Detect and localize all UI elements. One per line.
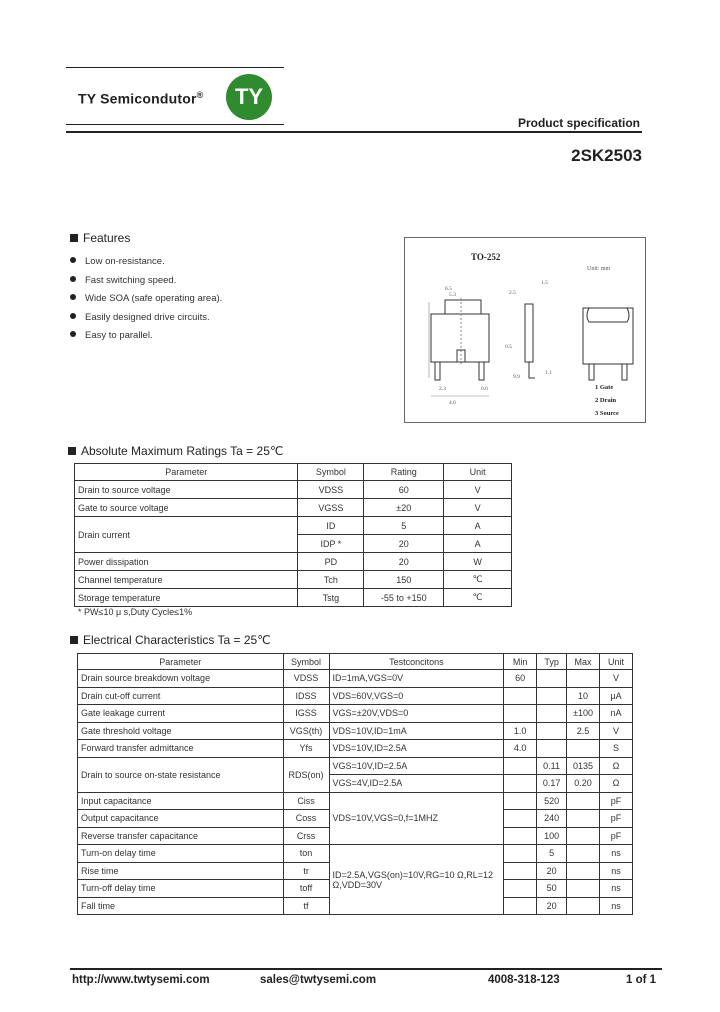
table-row: Input capacitance Ciss VDS=10V,VGS=0,f=1MHZ 520 pF (78, 792, 633, 810)
package-drawing (404, 237, 646, 423)
table-row: VGS=4V,ID=2.5A 0.17 0.20 Ω (78, 775, 633, 793)
footnote: * PW≤10 μ s,Duty Cycle≤1% (78, 607, 193, 617)
bullet-icon (70, 257, 76, 263)
pin-label: 2 Drain (595, 397, 617, 404)
product-spec-label: Product specification (517, 116, 640, 130)
column-header: Rating (364, 464, 444, 481)
features-list (70, 253, 222, 346)
dim-label: 1.1 (545, 370, 552, 376)
package-name: TO-252 (471, 252, 501, 262)
website-link[interactable]: http://www.twtysemi.com (72, 974, 210, 986)
section-bullet-icon (70, 234, 78, 242)
table-row: Channel temperature Tch 150 ℃ (75, 571, 512, 589)
dim-label: 6.5 (445, 286, 452, 292)
bullet-icon (70, 331, 76, 337)
elec-char-table (77, 653, 633, 915)
section-bullet-icon (68, 447, 76, 455)
table-row: Power dissipation PD 20 W (75, 553, 512, 571)
bullet-icon (70, 276, 76, 282)
email-link[interactable]: sales@twtysemi.com (260, 974, 377, 986)
feature-item: Easily designed drive circuits. (70, 309, 222, 328)
table-row: Gate leakage current IGSS VGS=±20V,VDS=0 ±100 nA (78, 705, 633, 723)
unit-label: Unit: mm (587, 266, 611, 272)
table-row: Drain to source on-state resistance RDS(on) VGS=10V,ID=2.5A 0.11 0135 Ω (78, 757, 633, 775)
table-row: Forward transfer admittance Yfs VDS=10V,ID=2.5A 4.0 S (78, 740, 633, 758)
table-row: Drain source breakdown voltage VDSS ID=1mA,VGS=0V 60 V (78, 670, 633, 688)
table-row: Rise time tr 20 ns (78, 862, 633, 880)
column-header: Testconcitons (329, 654, 504, 670)
header-top-rule (66, 67, 284, 68)
table-row: Storage temperature Tstg -55 to +150 ℃ (75, 589, 512, 607)
dim-label: 9.9 (513, 374, 520, 380)
bullet-icon (70, 294, 76, 300)
abs-max-table (74, 463, 512, 607)
phone-number: 4008-318-123 (488, 974, 560, 986)
company-logo: TY (226, 74, 272, 120)
dim-label: 5.3 (449, 292, 456, 298)
feature-item: Wide SOA (safe operating area). (70, 290, 222, 309)
header-short-rule (66, 124, 284, 125)
package-outline-icon (405, 238, 645, 422)
table-header-row (75, 464, 512, 481)
table-header-row (78, 654, 633, 670)
brand-name: TY Semicondutor® (78, 90, 204, 107)
footer-rule (70, 968, 662, 970)
pin-label: 3 Source (595, 410, 619, 417)
pin-label: 1 Gate (595, 384, 614, 391)
column-header: Unit (444, 464, 512, 481)
dim-label: 2.5 (509, 290, 516, 296)
table-row: IDP * 20 A (75, 535, 512, 553)
dim-label: 2.3 (439, 386, 446, 392)
feature-item: Easy to parallel. (70, 327, 222, 346)
header-main-rule (66, 131, 642, 133)
abs-max-title: Absolute Maximum Ratings Ta = 25℃ (68, 444, 283, 458)
table-row: Turn-on delay time ton ID=2.5A,VGS(on)=10V,RG=10 Ω,RL=12 Ω,VDD=30V 5 ns (78, 845, 633, 863)
column-header: Max (567, 654, 600, 670)
dim-label: 0.6 (481, 386, 488, 392)
dim-label: 0.5 (505, 344, 512, 350)
feature-item: Fast switching speed. (70, 272, 222, 291)
table-row: Gate to source voltage VGSS ±20 V (75, 499, 512, 517)
features-title: Features (70, 231, 222, 245)
section-bullet-icon (70, 636, 78, 644)
table-row: Fall time tf 20 ns (78, 897, 633, 915)
part-number: 2SK2503 (571, 146, 642, 165)
column-header: Symbol (298, 464, 364, 481)
table-row: Drain cut-off current IDSS VDS=60V,VGS=0 10 μA (78, 687, 633, 705)
table-row: Drain current ID 5 A (75, 517, 512, 535)
page-number: 1 of 1 (626, 974, 657, 986)
dim-label: 4.6 (449, 400, 456, 406)
table-row: Output capacitance Coss 240 pF (78, 810, 633, 828)
column-header: Unit (600, 654, 633, 670)
feature-item: Low on-resistance. (70, 253, 222, 272)
dim-label: 1.5 (541, 280, 548, 286)
table-row: Turn-off delay time toff 50 ns (78, 880, 633, 898)
features-section (70, 231, 222, 346)
column-header: Parameter (75, 464, 298, 481)
bullet-icon (70, 313, 76, 319)
column-header: Symbol (283, 654, 329, 670)
table-row: Drain to source voltage VDSS 60 V (75, 481, 512, 499)
table-row: Gate threshold voltage VGS(th) VDS=10V,ID=1mA 1.0 2.5 V (78, 722, 633, 740)
column-header: Parameter (78, 654, 284, 670)
column-header: Typ (537, 654, 567, 670)
table-row: Reverse transfer capacitance Crss 100 pF (78, 827, 633, 845)
column-header: Min (504, 654, 537, 670)
elec-title: Electrical Characteristics Ta = 25℃ (70, 633, 271, 647)
